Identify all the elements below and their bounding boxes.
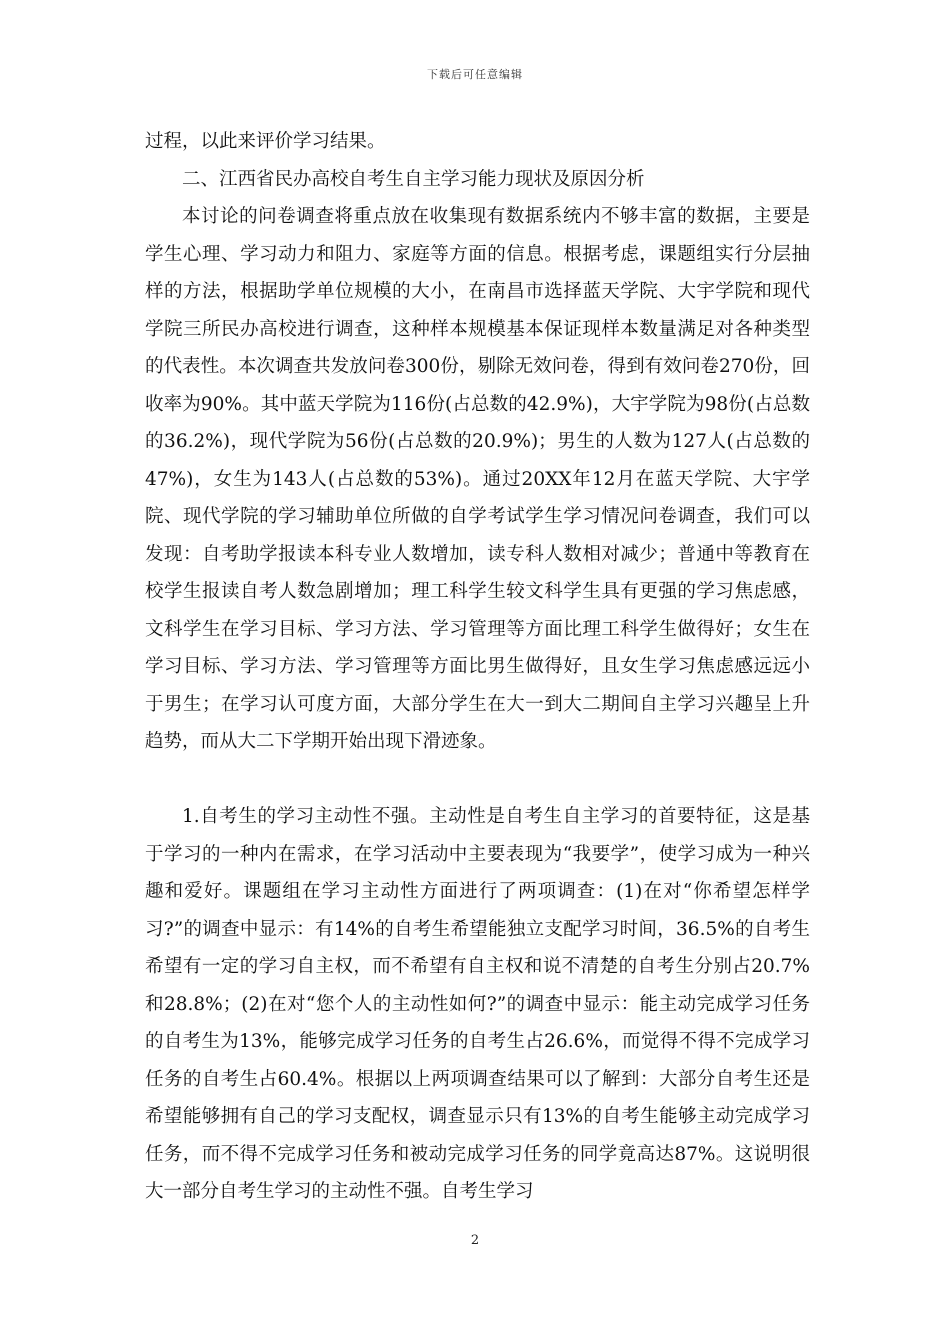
paragraph-survey: 本讨论的问卷调查将重点放在收集现有数据系统内不够丰富的数据，主要是学生心理、学习动力和阻力、家庭等方面的信息。根据考虑，课题组实行分层抽样的方法，根据助学单位规模的大小，在南昌市选择蓝天学院、大宇学院和现代学院三所民办高校进行调查，这种样本规模基本保证现样本数量满足对各种类型的代表性。本次调查共发放问卷300份，剔除无效问卷，得到有效问卷270份，回收率为90%。其中蓝天学院为116份(占总数的42.9%)，大宇学院为98份(占总数的36.2%)，现代学院为56份(占总数的20.9%)；男生的人数为127人(占总数的47%)，女生为143人(占总数的53%)。通过20XX年12月在蓝天学院、大宇学院、现代学院的学习辅助单位所做的自学考试学生学习情况问卷调查，我们可以发现：自考助学报读本科专业人数增加，读专科人数相对减少；普通中等教育在校学生报读自考人数急剧增加；理工科学生较文科学生具有更强的学习焦虑感，文科学生在学习目标、学习方法、学习管理等方面比理工科学生做得好；女生在学习目标、学习方法、学习管理等方面比男生做得好，且女生学习焦虑感远远小于男生；在学习认可度方面，大部分学生在大一到大二期间自主学习兴趣呈上升趋势，而从大二下学期开始出现下滑迹象。 — [145, 206, 810, 752]
paragraph-initiative: 1.自考生的学习主动性不强。主动性是自考生自主学习的首要特征，这是基于学习的一种内在需求，在学习活动中主要表现为“我要学”，使学习成为一种兴趣和爱好。课题组在学习主动性方面进行了两项调查：(1)在对“你希望怎样学习?”的调查中显示：有14%的自考生希望能独立支配学习时间，36.5%的自考生希望有一定的学习自主权，而不希望有自主权和说不清楚的自考生分别占20.7%和28.8%；(2)在对“您个人的主动性如何?”的调查中显示：能主动完成学习任务的自考生为13%，能够完成学习任务的自考生占26.6%，而觉得不得不完成学习任务的自考生占60.4%。根据以上两项调查结果可以了解到：大部分自考生还是希望能够拥有自己的学习支配权，调查显示只有13%的自考生能够主动完成学习任务，而不得不完成学习任务和被动完成学习任务的同学竟高达87%。这说明很大一部分自考生学习的主动性不强。自考生学习 — [145, 806, 810, 1202]
document-body — [145, 123, 810, 1211]
page-header: 下载后可任意编辑 — [427, 68, 523, 81]
paragraph-gap — [145, 761, 810, 799]
page-number: 2 — [470, 1233, 480, 1248]
paragraph-continuation: 过程，以此来评价学习结果。 — [145, 131, 386, 152]
section-heading: 二、江西省民办高校自考生自主学习能力现状及原因分析 — [182, 168, 645, 190]
